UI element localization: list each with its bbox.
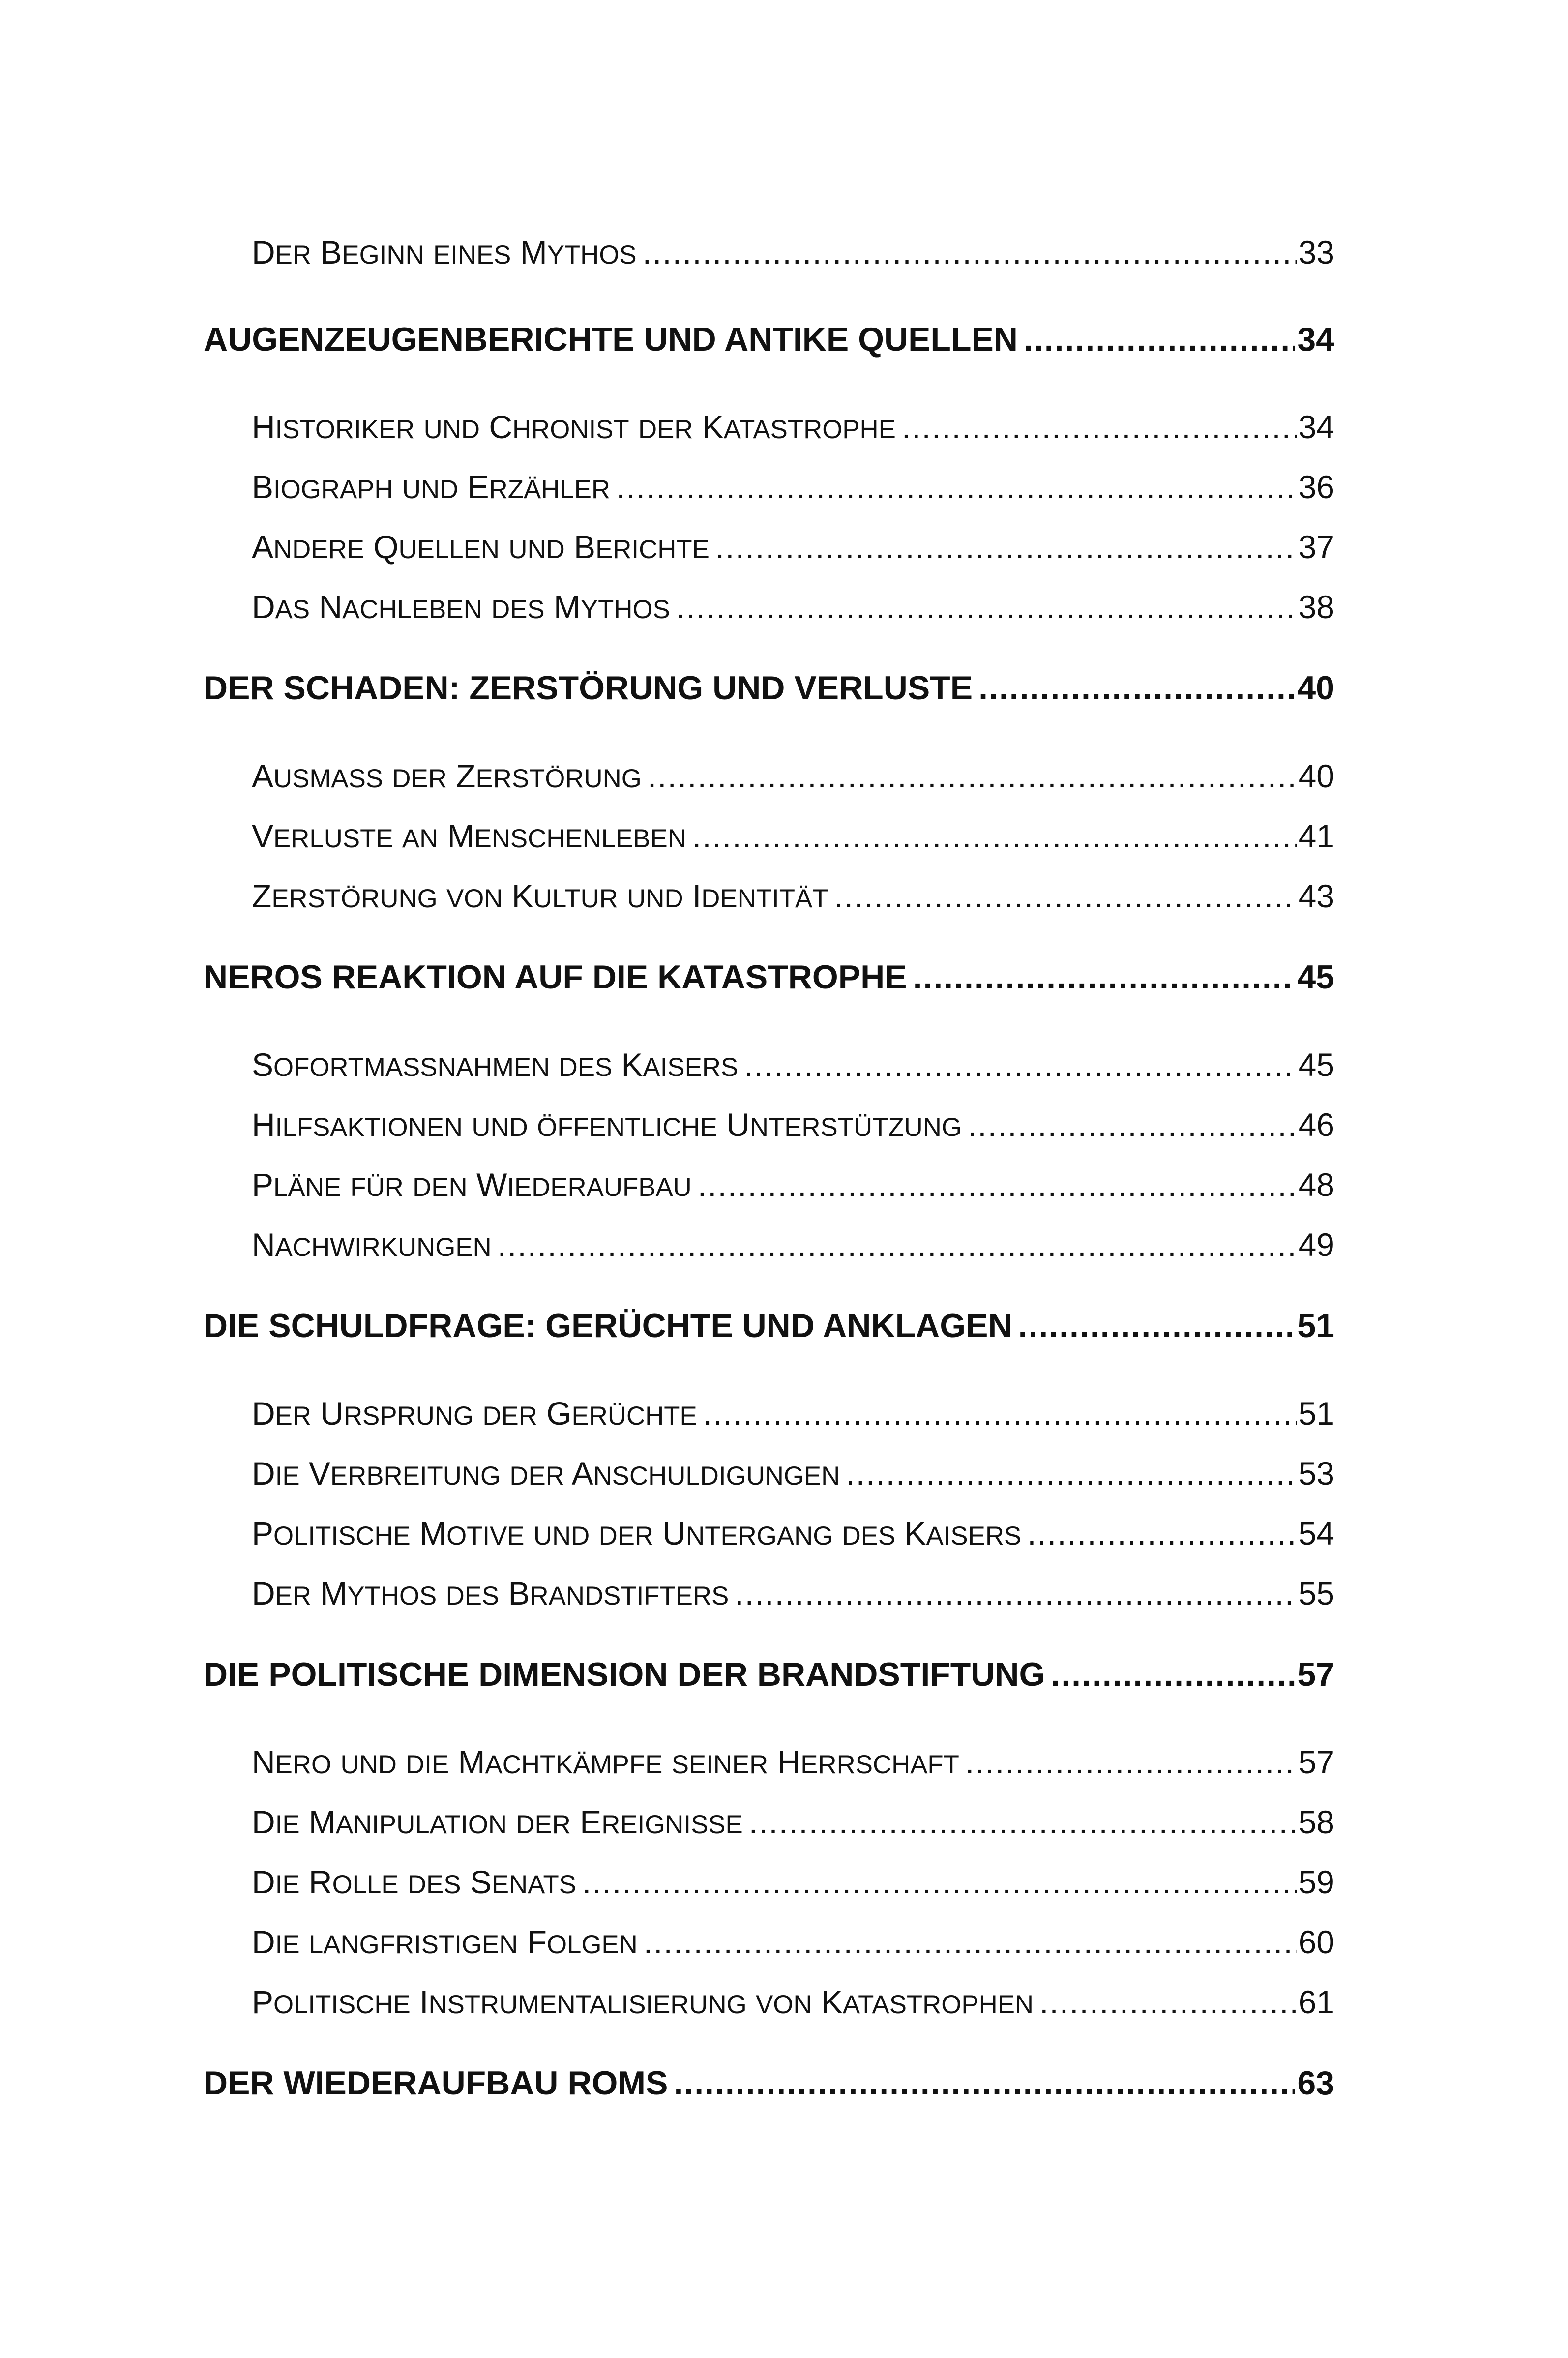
toc-entry-title: POLITISCHE MOTIVE UND DER UNTERGANG DES KAISERS: [252, 1515, 1022, 1552]
toc-entry-section[interactable]: [252, 877, 1334, 915]
toc-entry-title: DAS NACHLEBEN DES MYTHOS: [252, 589, 670, 625]
toc-entry-page-number: 63: [1297, 2064, 1334, 2102]
toc-entry-page-number: 38: [1298, 589, 1334, 625]
toc-entry-section[interactable]: [252, 408, 1334, 446]
toc-entry-title: NEROS REAKTION AUF DIE KATASTROPHE: [204, 958, 907, 996]
dot-leader: [1024, 320, 1295, 358]
toc-entry-section[interactable]: [252, 1106, 1334, 1143]
dot-leader: [1039, 1983, 1297, 2021]
dot-leader: [692, 817, 1297, 855]
toc-entry-section[interactable]: [252, 1863, 1334, 1901]
dot-leader: [644, 1923, 1297, 1961]
toc-entry-page-number: 51: [1297, 1307, 1334, 1344]
toc-entry-section[interactable]: [252, 528, 1334, 566]
toc-entry-page-number: 54: [1298, 1515, 1334, 1552]
dot-leader: [913, 958, 1296, 996]
toc-entry-section[interactable]: [252, 1575, 1334, 1612]
toc-entry-page-number: 33: [1298, 234, 1334, 270]
toc-entry-section[interactable]: [252, 1743, 1334, 1781]
toc-entry-title: ZERSTÖRUNG VON KULTUR UND IDENTITÄT: [252, 878, 828, 914]
toc-entry-section[interactable]: [252, 468, 1334, 506]
toc-entry-page-number: 34: [1297, 321, 1334, 358]
dot-leader: [698, 1166, 1297, 1203]
toc-entry-page-number: 61: [1298, 1984, 1334, 2020]
toc-entry-title: AUSMASS DER ZERSTÖRUNG: [252, 758, 642, 794]
toc-entry-page-number: 37: [1298, 529, 1334, 565]
toc-entry-page-number: 41: [1298, 818, 1334, 854]
toc-entry-section[interactable]: [252, 1803, 1334, 1841]
toc-entry-section[interactable]: [252, 757, 1334, 795]
toc-entry-page-number: 60: [1298, 1924, 1334, 1960]
dot-leader: [968, 1106, 1297, 1143]
toc-entry-title: POLITISCHE INSTRUMENTALISIERUNG VON KATASTROPHEN: [252, 1984, 1034, 2020]
toc-entry-section[interactable]: [252, 1455, 1334, 1492]
toc-entry-title: DER BEGINN EINES MYTHOS: [252, 234, 637, 270]
toc-entry-title: DIE LANGFRISTIGEN FOLGEN: [252, 1924, 638, 1960]
dot-leader: [1027, 1515, 1296, 1552]
toc-entry-page-number: 55: [1298, 1575, 1334, 1612]
toc-entry-section[interactable]: [252, 817, 1334, 855]
toc-entry-section[interactable]: [252, 1046, 1334, 1083]
toc-entry-section[interactable]: [252, 1983, 1334, 2021]
toc-entry-title: DER URSPRUNG DER GERÜCHTE: [252, 1395, 697, 1432]
dot-leader: [744, 1046, 1296, 1083]
toc-entry-section[interactable]: [252, 1226, 1334, 1263]
toc-entry-chapter[interactable]: [204, 958, 1334, 996]
toc-entry-title: DER MYTHOS DES BRANDSTIFTERS: [252, 1575, 729, 1612]
dot-leader: [978, 669, 1295, 707]
toc-entry-page-number: 57: [1297, 1656, 1334, 1693]
dot-leader: [715, 528, 1297, 566]
toc-entry-chapter[interactable]: [204, 1655, 1334, 1694]
dot-leader: [1018, 1307, 1296, 1345]
toc-entry-page-number: 43: [1298, 878, 1334, 914]
toc-entry-page-number: 57: [1298, 1744, 1334, 1780]
toc-entry-page-number: 48: [1298, 1166, 1334, 1203]
toc-entry-section[interactable]: [252, 1166, 1334, 1203]
dot-leader: [498, 1226, 1297, 1263]
toc-entry-page-number: 34: [1298, 409, 1334, 445]
dot-leader: [735, 1575, 1296, 1612]
toc-entry-title: PLÄNE FÜR DEN WIEDERAUFBAU: [252, 1166, 692, 1203]
toc-entry-section[interactable]: [252, 1923, 1334, 1961]
dot-leader: [674, 2064, 1295, 2102]
toc-entry-section[interactable]: [252, 1515, 1334, 1552]
toc-entry-title: DIE ROLLE DES SENATS: [252, 1864, 576, 1900]
dot-leader: [616, 468, 1297, 506]
dot-leader: [582, 1863, 1297, 1901]
toc-entry-page-number: 36: [1298, 469, 1334, 505]
toc-entry-page-number: 40: [1298, 758, 1334, 794]
toc-entry-title: NERO UND DIE MACHTKÄMPFE SEINER HERRSCHAFT: [252, 1744, 959, 1780]
toc-entry-title: HISTORIKER UND CHRONIST DER KATASTROPHE: [252, 409, 896, 445]
toc-entry-section[interactable]: [252, 1395, 1334, 1432]
dot-leader: [703, 1395, 1297, 1432]
toc-entry-page-number: 45: [1297, 958, 1334, 996]
dot-leader: [834, 877, 1296, 915]
toc-entry-title: DER SCHADEN: ZERSTÖRUNG UND VERLUSTE: [204, 669, 973, 707]
toc-entry-chapter[interactable]: [204, 2064, 1334, 2102]
toc-entry-section[interactable]: [252, 234, 1334, 271]
toc-entry-title: ANDERE QUELLEN UND BERICHTE: [252, 529, 710, 565]
toc-entry-title: BIOGRAPH UND ERZÄHLER: [252, 469, 611, 505]
toc-entry-page-number: 58: [1298, 1804, 1334, 1840]
toc-entry-title: DIE SCHULDFRAGE: GERÜCHTE UND ANKLAGEN: [204, 1307, 1012, 1344]
dot-leader: [902, 408, 1297, 446]
toc-entry-title: DIE VERBREITUNG DER ANSCHULDIGUNGEN: [252, 1455, 840, 1492]
dot-leader: [648, 757, 1297, 795]
dot-leader: [749, 1803, 1297, 1841]
toc-entry-title: SOFORTMASSNAHMEN DES KAISERS: [252, 1046, 739, 1083]
toc-entry-title: DIE MANIPULATION DER EREIGNISSE: [252, 1804, 743, 1840]
toc-entry-chapter[interactable]: [204, 320, 1334, 358]
dot-leader: [846, 1455, 1296, 1492]
toc-entry-chapter[interactable]: [204, 1307, 1334, 1345]
toc-entry-title: DIE POLITISCHE DIMENSION DER BRANDSTIFTUNG: [204, 1656, 1045, 1693]
toc-entry-page-number: 46: [1298, 1106, 1334, 1143]
toc-entry-chapter[interactable]: [204, 669, 1334, 707]
toc-entry-page-number: 49: [1298, 1226, 1334, 1263]
toc-entry-title: VERLUSTE AN MENSCHENLEBEN: [252, 818, 686, 854]
toc-entry-title: DER WIEDERAUFBAU ROMS: [204, 2064, 668, 2102]
dot-leader: [676, 588, 1297, 626]
dot-leader: [1051, 1655, 1295, 1694]
toc-entry-title: AUGENZEUGENBERICHTE UND ANTIKE QUELLEN: [204, 321, 1018, 358]
dot-leader: [965, 1743, 1297, 1781]
toc-entry-page-number: 53: [1298, 1455, 1334, 1492]
toc-entry-page-number: 51: [1298, 1395, 1334, 1432]
toc-entry-page-number: 40: [1297, 669, 1334, 707]
toc-entry-section[interactable]: [252, 588, 1334, 626]
toc-entry-page-number: 45: [1298, 1046, 1334, 1083]
dot-leader: [643, 234, 1297, 271]
toc-entry-title: HILFSAKTIONEN UND ÖFFENTLICHE UNTERSTÜTZUNG: [252, 1106, 962, 1143]
toc-entry-title: NACHWIRKUNGEN: [252, 1226, 492, 1263]
toc-entry-page-number: 59: [1298, 1864, 1334, 1900]
